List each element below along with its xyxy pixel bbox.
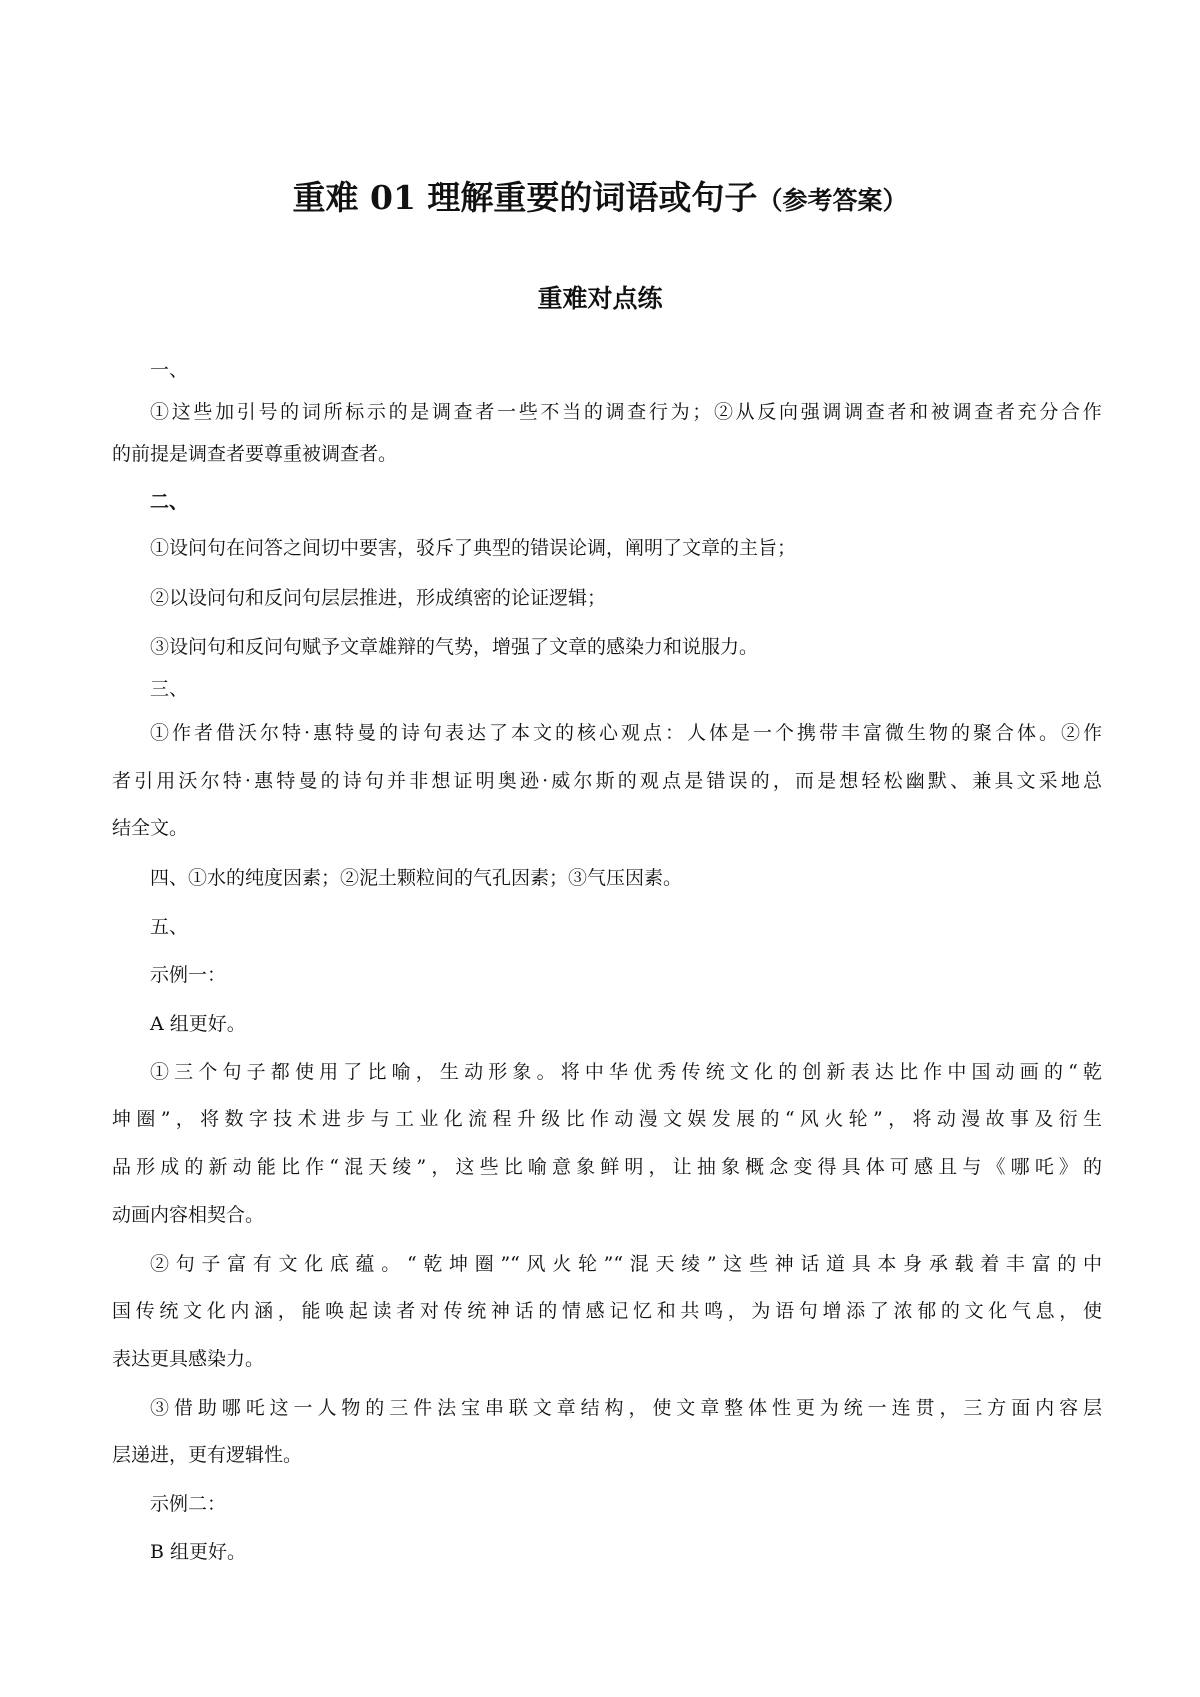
answer-text-line: ①三个句子都使用了比喻，生动形象。将中华优秀传统文化的创新表达比作中国动画的“乾 (150, 1061, 1102, 1083)
answer-heading-2: 二、 (150, 491, 189, 513)
answer-heading-3: 三、 (150, 678, 189, 700)
answer-text-line: 坤圈”，将数字技术进步与工业化流程升级比作动漫文娱发展的“风火轮”，将动漫故事及衍生 (112, 1108, 1102, 1130)
answer-text-line: 结全文。 (112, 817, 189, 839)
page-title (0, 176, 1200, 223)
answer-heading-5: 五、 (150, 916, 189, 938)
answer-text-line: 国传统文化内涵，能唤起读者对传统神话的情感记忆和共鸣，为语句增添了浓郁的文化气息，使 (112, 1300, 1102, 1322)
answer-text-line: 动画内容相契合。 (112, 1204, 265, 1226)
example-label: 示例一： (150, 964, 227, 986)
answer-text-line: 者引用沃尔特·惠特曼的诗句并非想证明奥逊·威尔斯的观点是错误的，而是想轻松幽默、兼具文采地总 (112, 770, 1102, 792)
answer-heading-4: 四、①水的纯度因素；②泥土颗粒间的气孔因素；③气压因素。 (150, 867, 683, 889)
answer-heading-1: 一、 (150, 359, 189, 381)
section-heading: 重难对点练 (537, 284, 663, 313)
answer-text-line: ②以设问句和反问句层层推进，形成缜密的论证逻辑； (150, 587, 607, 609)
page-title-main: 重难 01 理解重要的词语或句子 (292, 178, 758, 217)
answer-text-line: 的前提是调查者要尊重被调查者。 (112, 443, 398, 465)
answer-text-line: ①这些加引号的词所标示的是调查者一些不当的调查行为；②从反向强调调查者和被调查者充分合作 (150, 401, 1102, 423)
answer-text-line: 层递进，更有逻辑性。 (112, 1444, 303, 1466)
example-choice: A 组更好。 (150, 1013, 246, 1035)
example-label: 示例二： (150, 1493, 227, 1515)
answer-text-line: ③借助哪吒这一人物的三件法宝串联文章结构，使文章整体性更为统一连贯，三方面内容层 (150, 1397, 1102, 1419)
page-title-suffix: （参考答案） (757, 186, 908, 215)
answer-text-line: 表达更具感染力。 (112, 1348, 265, 1370)
answer-text-line: ②句子富有文化底蕴。“乾坤圈”“风火轮”“混天绫”这些神话道具本身承载着丰富的中 (150, 1253, 1102, 1275)
answer-text-line: 品形成的新动能比作“混天绫”，这些比喻意象鲜明，让抽象概念变得具体可感且与《哪吒》的 (112, 1156, 1102, 1178)
answer-text-line: ③设问句和反问句赋予文章雄辩的气势，增强了文章的感染力和说服力。 (150, 636, 759, 658)
example-choice: B 组更好。 (150, 1541, 247, 1563)
answer-text-line: ①作者借沃尔特·惠特曼的诗句表达了本文的核心观点：人体是一个携带丰富微生物的聚合体。②作 (150, 722, 1102, 744)
answer-text-line: ①设问句在问答之间切中要害，驳斥了典型的错误论调，阐明了文章的主旨； (150, 537, 797, 559)
